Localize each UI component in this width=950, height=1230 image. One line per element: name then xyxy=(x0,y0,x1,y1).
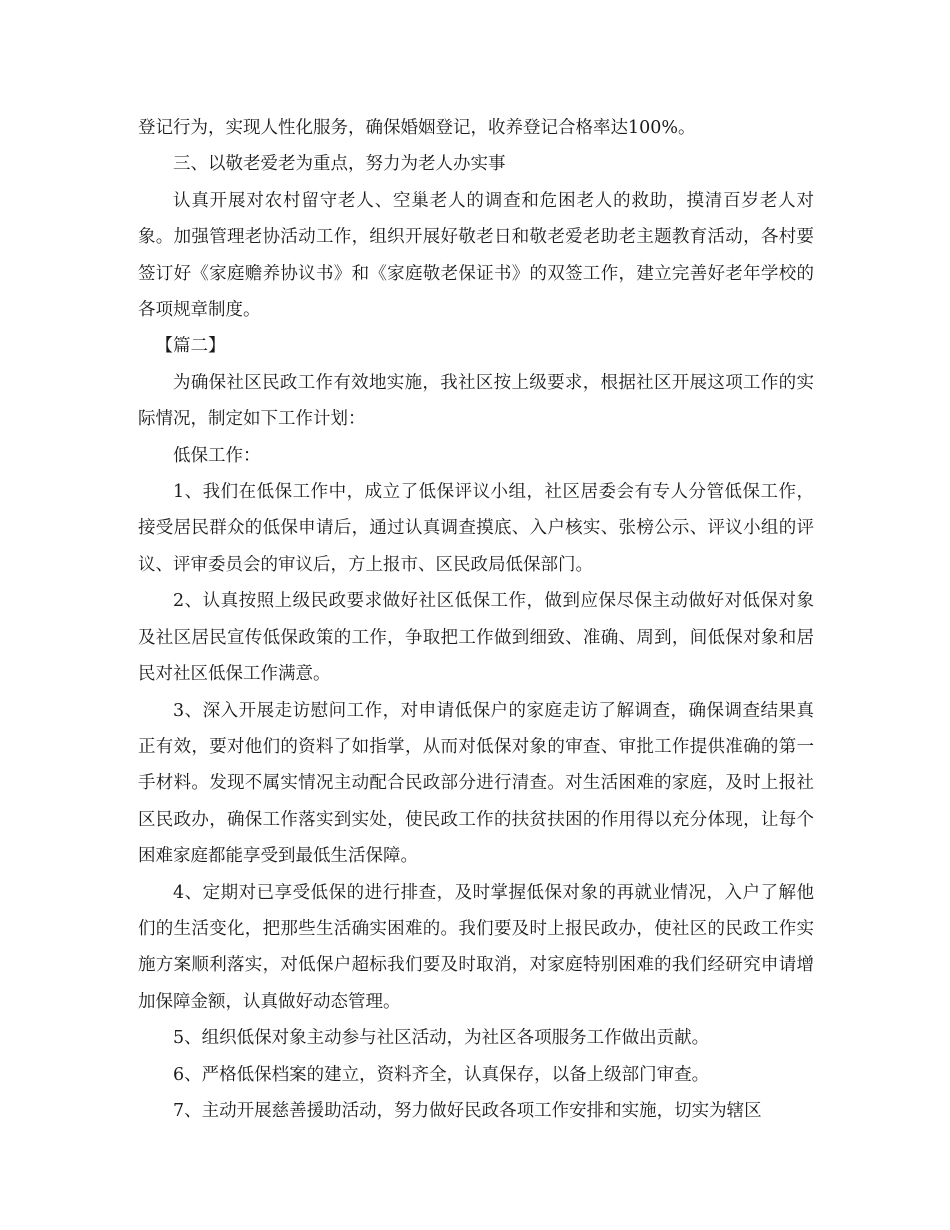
paragraph-continuation: 登记行为，实现人性化服务，确保婚姻登记，收养登记合格率达100%。 xyxy=(138,118,696,138)
list-item-3: 3、深入开展走访慰问工作，对申请低保户的家庭走访了解调查，确保调查结果真正有效，要对他们的资料了如指掌，从而对低保对象的审查、审批工作提供准确的第一手材料。发现不属实情况主动配合民政部分进行清查。对生活困难的家庭，及时上报社区民政办，确保工作落实到实处，使民政工作的扶贫扶困的作用得以充分体现，让每个困难家庭都能享受到最低生活保障。 xyxy=(138,700,814,867)
paragraph-intro: 为确保社区民政工作有效地实施，我社区按上级要求，根据社区开展这项工作的实际情况，制定如下工作计划： xyxy=(138,372,814,430)
part-heading: 【篇二】 xyxy=(155,336,226,357)
list-item-4: 4、定期对已享受低保的进行排查，及时掌握低保对象的再就业情况，入户了解他们的生活变化，把那些生活确实困难的。我们要及时上报民政办，使社区的民政工作实施方案顺利落实，对低保户超标我们要及时取消，对家庭特别困难的我们经研究申请增加保障金额，认真做好动态管理。 xyxy=(138,882,814,1012)
list-item-2: 2、认真按照上级民政要求做好社区低保工作，做到应保尽保主动做好对低保对象及社区居民宣传低保政策的工作，争取把工作做到细致、准确、周到，间低保对象和居民对社区低保工作满意。 xyxy=(138,591,814,685)
list-item-1: 1、我们在低保工作中，成立了低保评议小组，社区居委会有专人分管低保工作，接受居民群众的低保申请后，通过认真调查摸底、入户核实、张榜公示、评议小组的评议、评审委员会的审议后，方上报市、区民政局低保部门。 xyxy=(138,482,814,575)
document-body xyxy=(138,110,814,1129)
section-heading-elderly: 三、以敬老爱老为重点，努力为老人办实事 xyxy=(173,154,506,175)
paragraph-elderly-care: 认真开展对农村留守老人、空巢老人的调查和危困老人的救助，摸清百岁老人对象。加强管理老协活动工作，组织开展好敬老日和敬老爱老助老主题教育活动，各村要签订好《家庭赡养协议书》和《家庭敬老保证书》的双签工作，建立完善好老年学校的各项规章制度。 xyxy=(138,190,814,321)
list-item-7: 7、主动开展慈善援助活动，努力做好民政各项工作安排和实施，切实为辖区 xyxy=(173,1100,762,1121)
subheading-low-income: 低保工作： xyxy=(173,445,261,466)
list-item-5: 5、组织低保对象主动参与社区活动，为社区各项服务工作做出贡献。 xyxy=(173,1028,710,1049)
list-item-6: 6、严格低保档案的建立，资料齐全，认真保存，以备上级部门审查。 xyxy=(173,1064,710,1085)
